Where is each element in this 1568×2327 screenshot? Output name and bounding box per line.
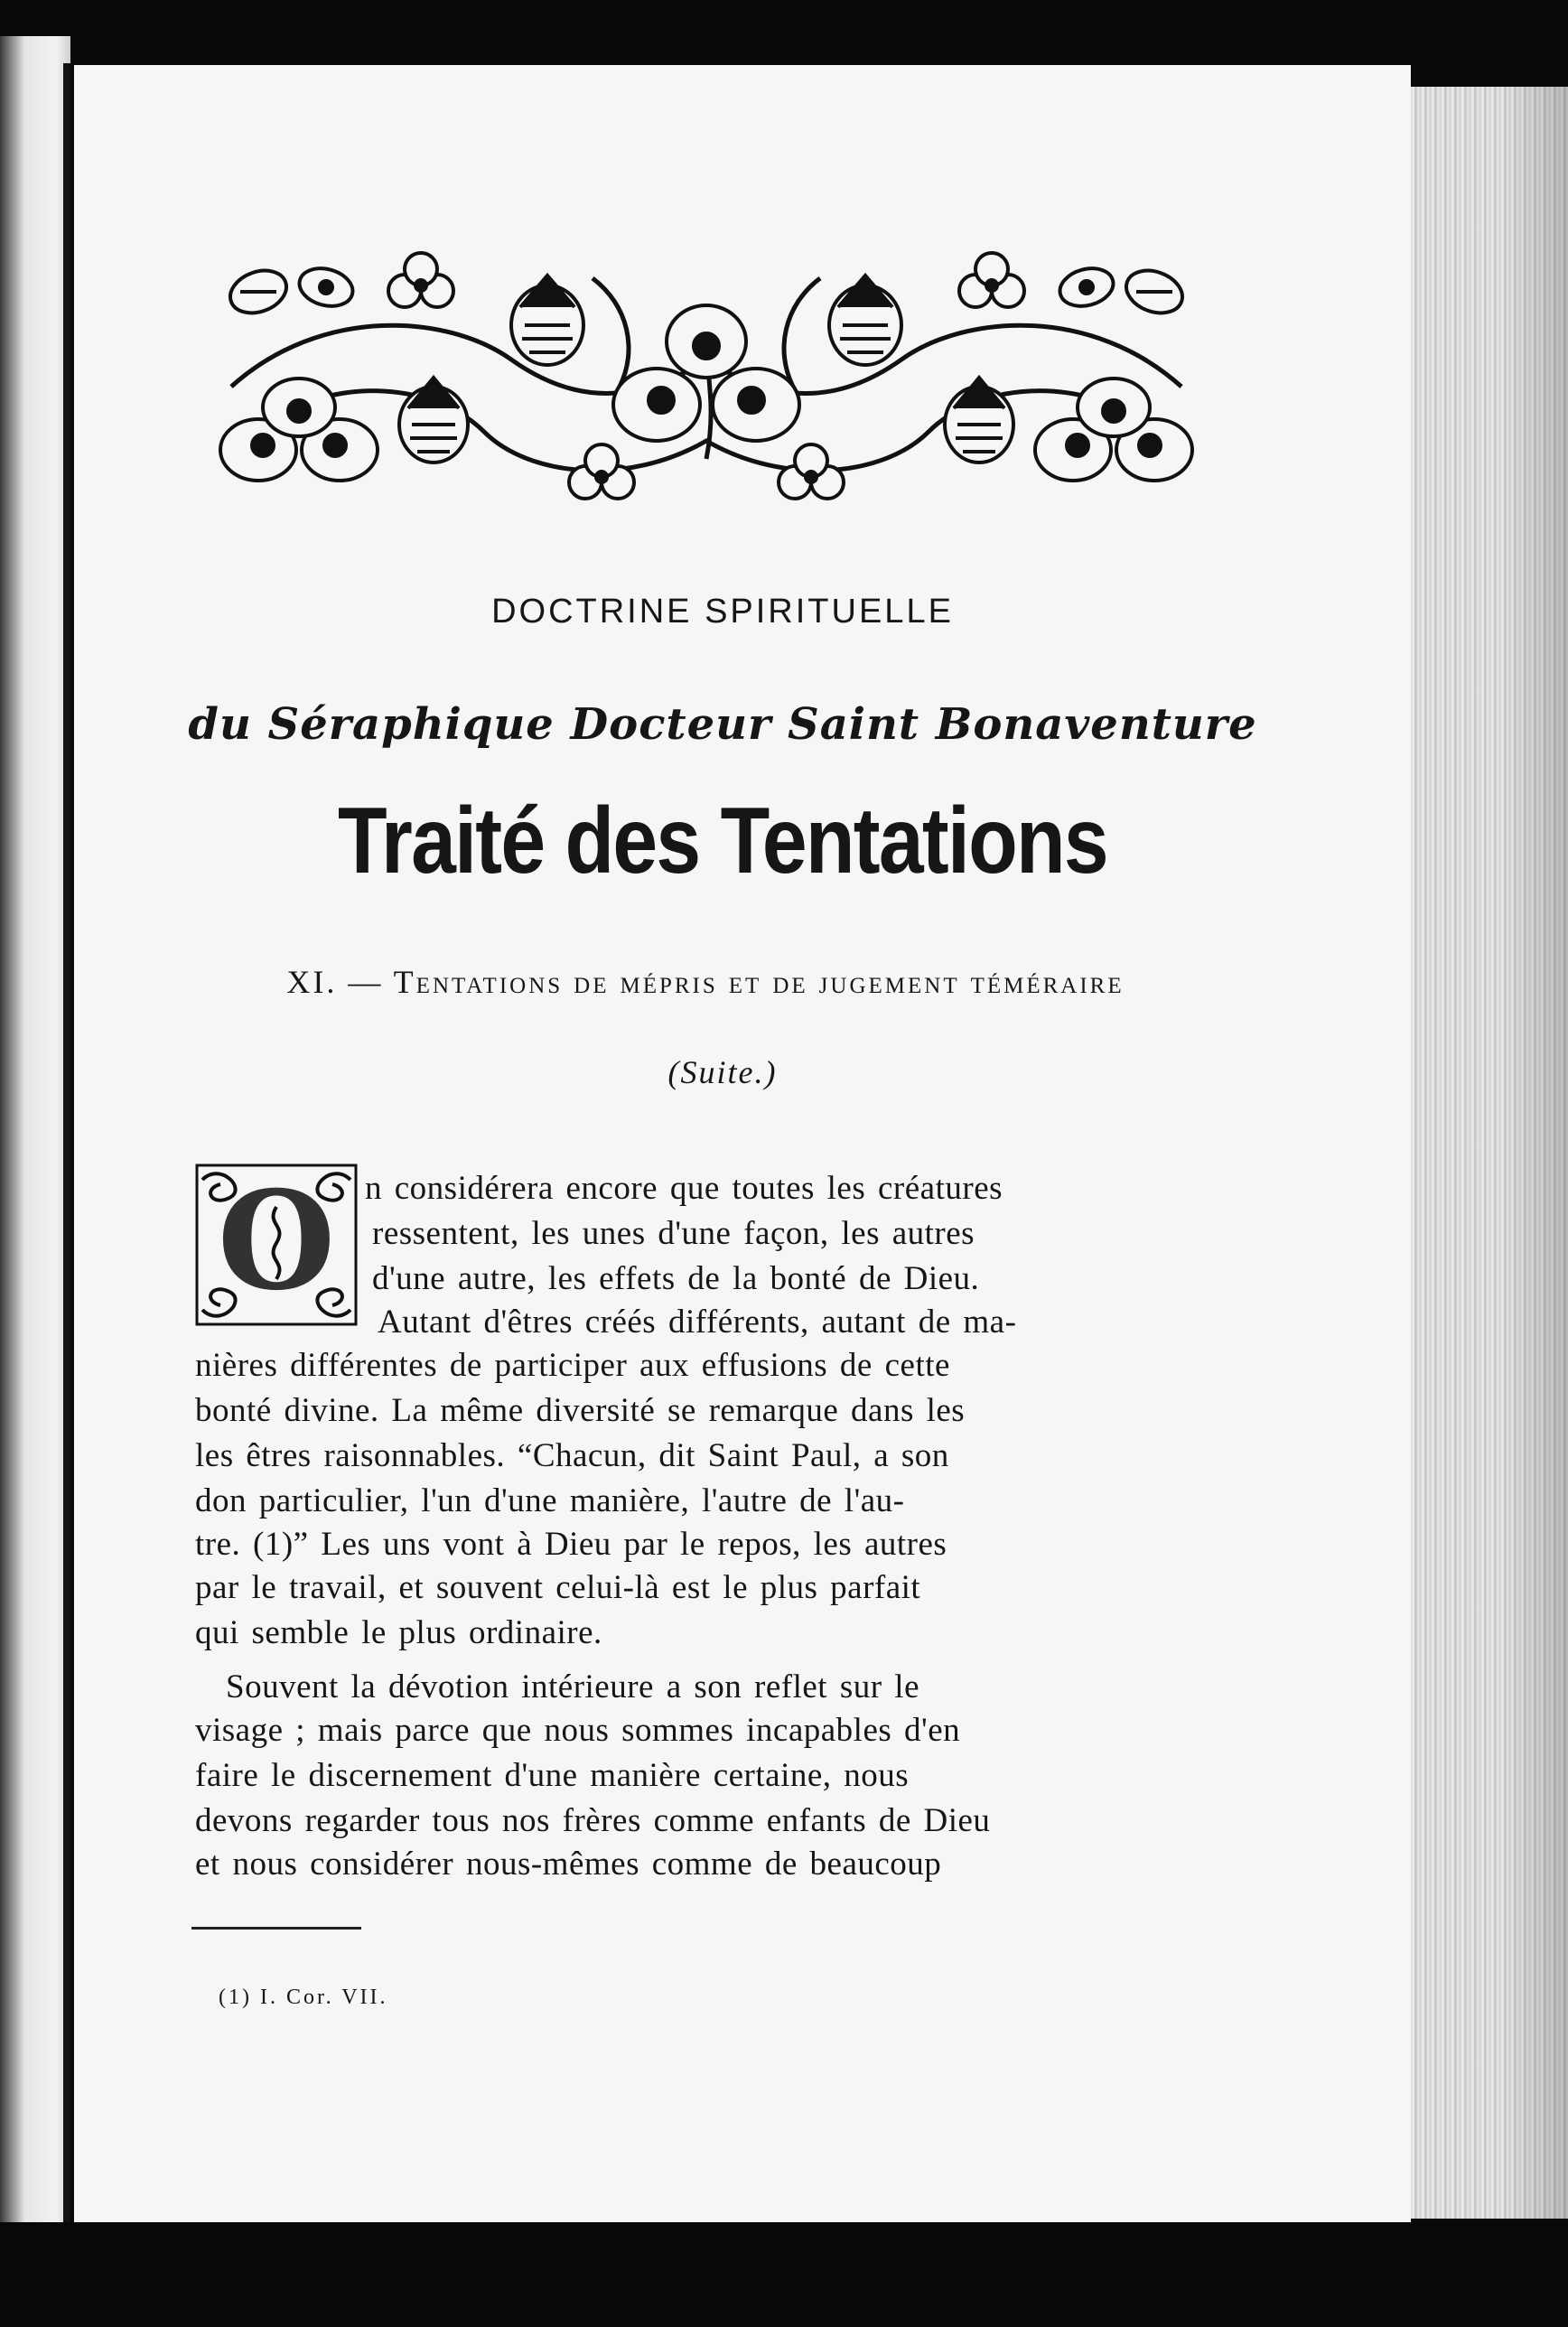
body-line: ressentent, les unes d'une façon, les autres [372,1215,975,1252]
drop-cap-letter: O [217,1162,336,1321]
footnote: (1) I. Cor. VII. [219,1986,388,2009]
body-line: qui semble le plus ordinaire. [195,1614,602,1651]
facing-page-edge [0,36,70,2327]
body-line: n considérera encore que toutes les créatures [365,1170,1003,1207]
drop-cap-ornament [193,1162,359,1328]
bottom-shadow [0,2222,1568,2327]
body-line: Autant d'êtres créés différents, autant de ma- [378,1304,1017,1341]
body-line: faire le discernement d'une manière certaine, nous [195,1757,910,1794]
chapter-heading: XI. — Tentations de mépris et de jugement téméraire [286,964,1125,1000]
body-line: et nous considérer nous-mêmes comme de beaucoup [195,1846,942,1883]
body-line: d'une autre, les effets de la bonté de Dieu. [372,1260,980,1297]
body-line: nières différentes de participer aux effusions de cette [195,1347,950,1384]
body-line: devons regarder tous nos frères comme enfants de Dieu [195,1802,991,1839]
series-title: DOCTRINE SPIRITUELLE [491,593,954,631]
body-line: bonté divine. La même diversité se remarque dans les [195,1392,966,1429]
page-stack-shadow [1499,87,1568,2219]
body-line: don particulier, l'un d'une manière, l'autre de l'au- [195,1482,905,1519]
footnote-rule [191,1927,361,1930]
body-line: tre. (1)” Les uns vont à Dieu par le repos, les autres [195,1526,947,1563]
author-line: du Séraphique Docteur Saint Bonaventure [188,699,1257,750]
body-line: par le travail, et souvent celui-là est le plus parfait [195,1569,921,1606]
gutter-shadow [63,63,70,2222]
floral-headpiece-ornament [213,251,1199,515]
body-line: les êtres raisonnables. “Chacun, dit Saint Paul, a son [195,1437,949,1474]
main-title: Traité des Tentations [338,789,1107,893]
body-line: Souvent la dévotion intérieure a son reflet sur le [226,1668,920,1706]
chapter-subtitle: (Suite.) [667,1054,778,1090]
body-line: visage ; mais parce que nous sommes incapables d'en [195,1712,961,1749]
drop-cap [193,1162,359,1328]
